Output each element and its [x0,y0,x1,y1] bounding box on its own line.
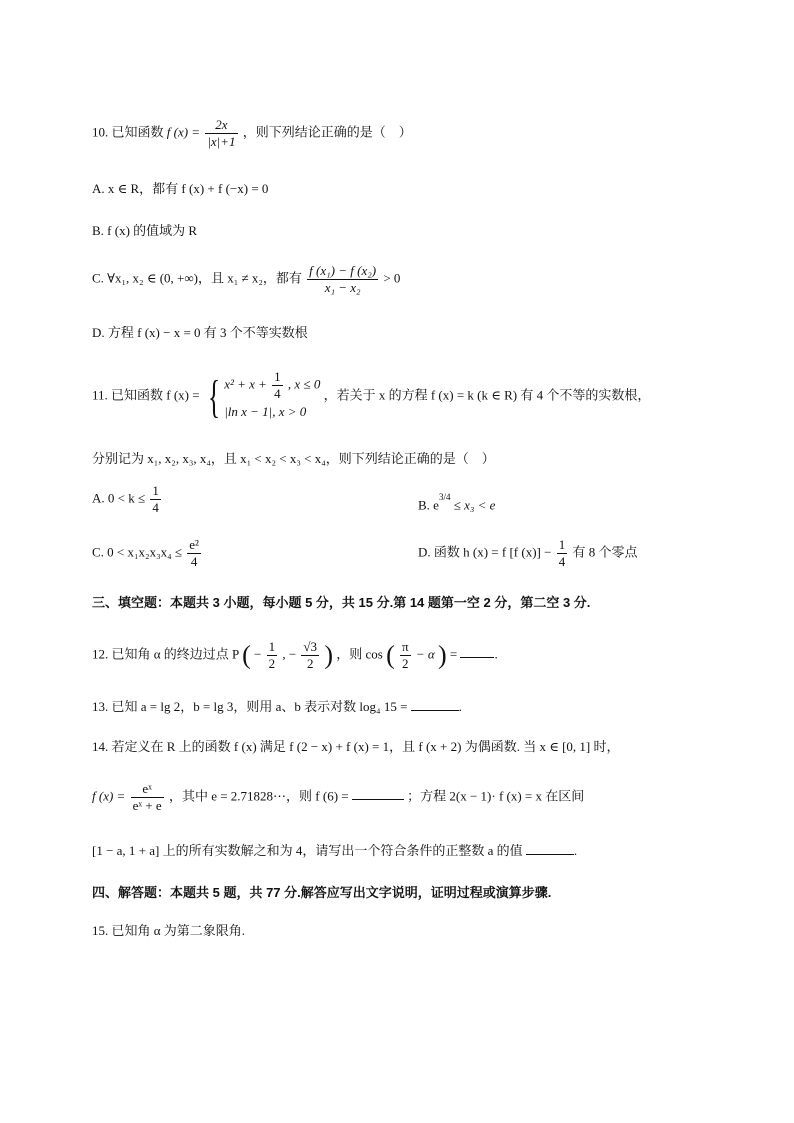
q12-cos-fraction [400,640,411,671]
q11-option-b [418,492,495,514]
q14-end: . [573,843,578,858]
q11-piece-2: |ln x − 1|, x > 0 [224,404,307,419]
q14-line-2-suffix: ；方程 2(x − 1)· f (x) = x 在区间 [407,788,585,804]
q10-option-c [92,264,400,295]
q10-option-c-suffix: > 0 [383,270,401,286]
q11-piecewise [224,370,320,423]
q12-p1-fraction [267,640,278,671]
q12-answer-blank [460,645,494,658]
q11-stem [92,370,650,423]
q11-option-d-denominator: 4 [558,554,566,569]
q11-stem-line2: 分别记为 x₁, x₂, x₃, x₄，且 x₁ < x₂ < x₃ < x₄，则下列结论正确的是（ ） [92,451,495,466]
q11-option-c-fraction [187,538,201,569]
q11-suffix: ，若关于 x 的方程 f (x) = k (k ∈ R) 有 4 个不等的实数根， [323,387,651,403]
q11-option-b-exponent: 3/4 [438,492,451,502]
q11-piece-1-b: , x ≤ 0 [287,376,321,392]
q10-fraction-numerator: 2x [205,118,237,134]
q11-prefix: 11. 已知函数 f (x) = [92,387,200,403]
q14-line-2-mid: ，其中 e = 2.71828⋯，则 f (6) = [168,788,349,804]
q11-option-b-suffix: ≤ x₃ < e [453,497,496,513]
q10-suffix: ，则下列结论正确的是（ ） [242,124,412,140]
q12-cos-close-paren: ) [437,640,447,670]
q11-piece-1-denominator: 4 [274,386,281,401]
q11-option-a-fraction [150,484,161,515]
q11-option-d-prefix: D. 函数 h (x) = f [f (x)] − [418,544,552,560]
q10-option-c-prefix: C. ∀x₁, x₂ ∈ (0, +∞)，且 x₁ ≠ x₂，都有 [92,270,302,286]
q10-option-c-fraction [307,264,378,295]
q11-option-b-prefix: B. e [418,497,439,513]
q14-fraction-numerator: eˣ [131,782,164,798]
q10-option-d: D. 方程 f (x) − x = 0 有 3 个不等实数根 [92,325,308,340]
q14-line-3 [92,842,577,860]
q11-option-c-prefix: C. 0 < x₁x₂x₃x₄ ≤ [92,544,183,560]
q12-p1-sign: − [253,646,262,662]
q14-line-1: 14. 若定义在 R 上的函数 f (x) 满足 f (2 − x) + f (x) = 1，且 f (x + 2) 为偶函数. 当 x ∈ [0, 1] 时， [92,739,620,754]
q12-stem [92,640,498,671]
q12-cos-rest: − α [415,646,435,662]
q10-option-c-denominator: x₁ − x₂ [324,280,361,295]
q10-stem [92,118,412,149]
q10-option-b: B. f (x) 的值域为 R [92,223,198,238]
q13-answer-blank [411,698,459,711]
q12-prefix: 12. 已知角 α 的终边过点 P [92,646,239,662]
q12-point-comma: , [282,646,286,662]
q13-text: 13. 已知 a = lg 2，b = lg 3，则用 a、b 表示对数 log₄ 15 = [92,699,408,714]
q10-fraction [205,118,237,149]
q11-option-a-prefix: A. 0 < k ≤ [92,490,146,506]
q14-answer-blank-2 [526,842,574,855]
q13-end: . [458,699,462,714]
q10-prefix: 10. 已知函数 [92,124,164,140]
q11-piece-1-fraction [272,370,283,401]
q12-equals: = [449,646,458,662]
q14-fraction [131,782,164,813]
q14-line-3-text: [1 − a, 1 + a] 上的所有实数解之和为 4，请写出一个符合条件的正整数 a 的值 [92,843,523,858]
q12-cos-numerator: π [402,639,409,654]
q12-point-close-paren: ) [324,640,333,670]
q12-cos-open-paren: ( [386,640,395,670]
q15-stem: 15. 已知角 α 为第二象限角. [92,923,246,938]
q13-stem [92,698,462,716]
q12-p1-numerator: 1 [268,639,276,654]
piecewise-brace-icon: { [207,370,220,422]
q11-option-d-numerator: 1 [558,537,566,552]
q10-option-a: A. x ∈ R，都有 f (x) + f (−x) = 0 [92,181,269,196]
q10-fraction-denominator: |x|+1 [207,134,236,149]
q11-piece-1-a: x² + x + [224,376,267,392]
q11-piece-1-numerator: 1 [274,369,281,384]
q12-p2-fraction [301,640,319,671]
section-4-heading: 四、解答题：本题共 5 题，共 77 分.解答应写出文字说明，证明过程或演算步骤. [92,885,552,900]
q11-option-c-denominator: 4 [190,554,198,569]
q12-mid: ，则 cos [336,646,383,662]
q11-option-a [92,484,163,515]
q12-cos-denominator: 2 [402,656,409,671]
q14-line-2 [92,782,584,813]
q11-option-d [418,538,637,569]
q12-p2-numerator: √3 [303,639,318,654]
q14-fraction-denominator: eˣ + e [132,798,162,813]
q11-option-c [92,538,203,569]
q12-end: . [494,646,498,662]
q11-option-a-denominator: 4 [152,500,159,515]
q14-answer-blank-1 [352,787,404,800]
q11-option-d-suffix: 有 8 个零点 [572,544,638,560]
q10-func: f (x) = [166,124,201,140]
q10-option-c-numerator: f (x₁) − f (x₂) [309,263,377,278]
section-3-heading: 三、填空题：本题共 3 小题，每小题 5 分，共 15 分.第 14 题第一空 2 分，第二空 3 分. [92,595,591,610]
q11-option-a-numerator: 1 [152,483,159,498]
q12-p1-denominator: 2 [268,656,276,671]
q12-point-open-paren: ( [242,640,251,670]
q12-p2-sign: − [288,646,297,662]
q11-option-c-numerator: e² [189,537,199,552]
q11-option-d-fraction [557,538,568,569]
q14-line-2-prefix: f (x) = [92,788,126,804]
q11-piece-1 [224,370,320,401]
q12-p2-denominator: 2 [306,656,314,671]
